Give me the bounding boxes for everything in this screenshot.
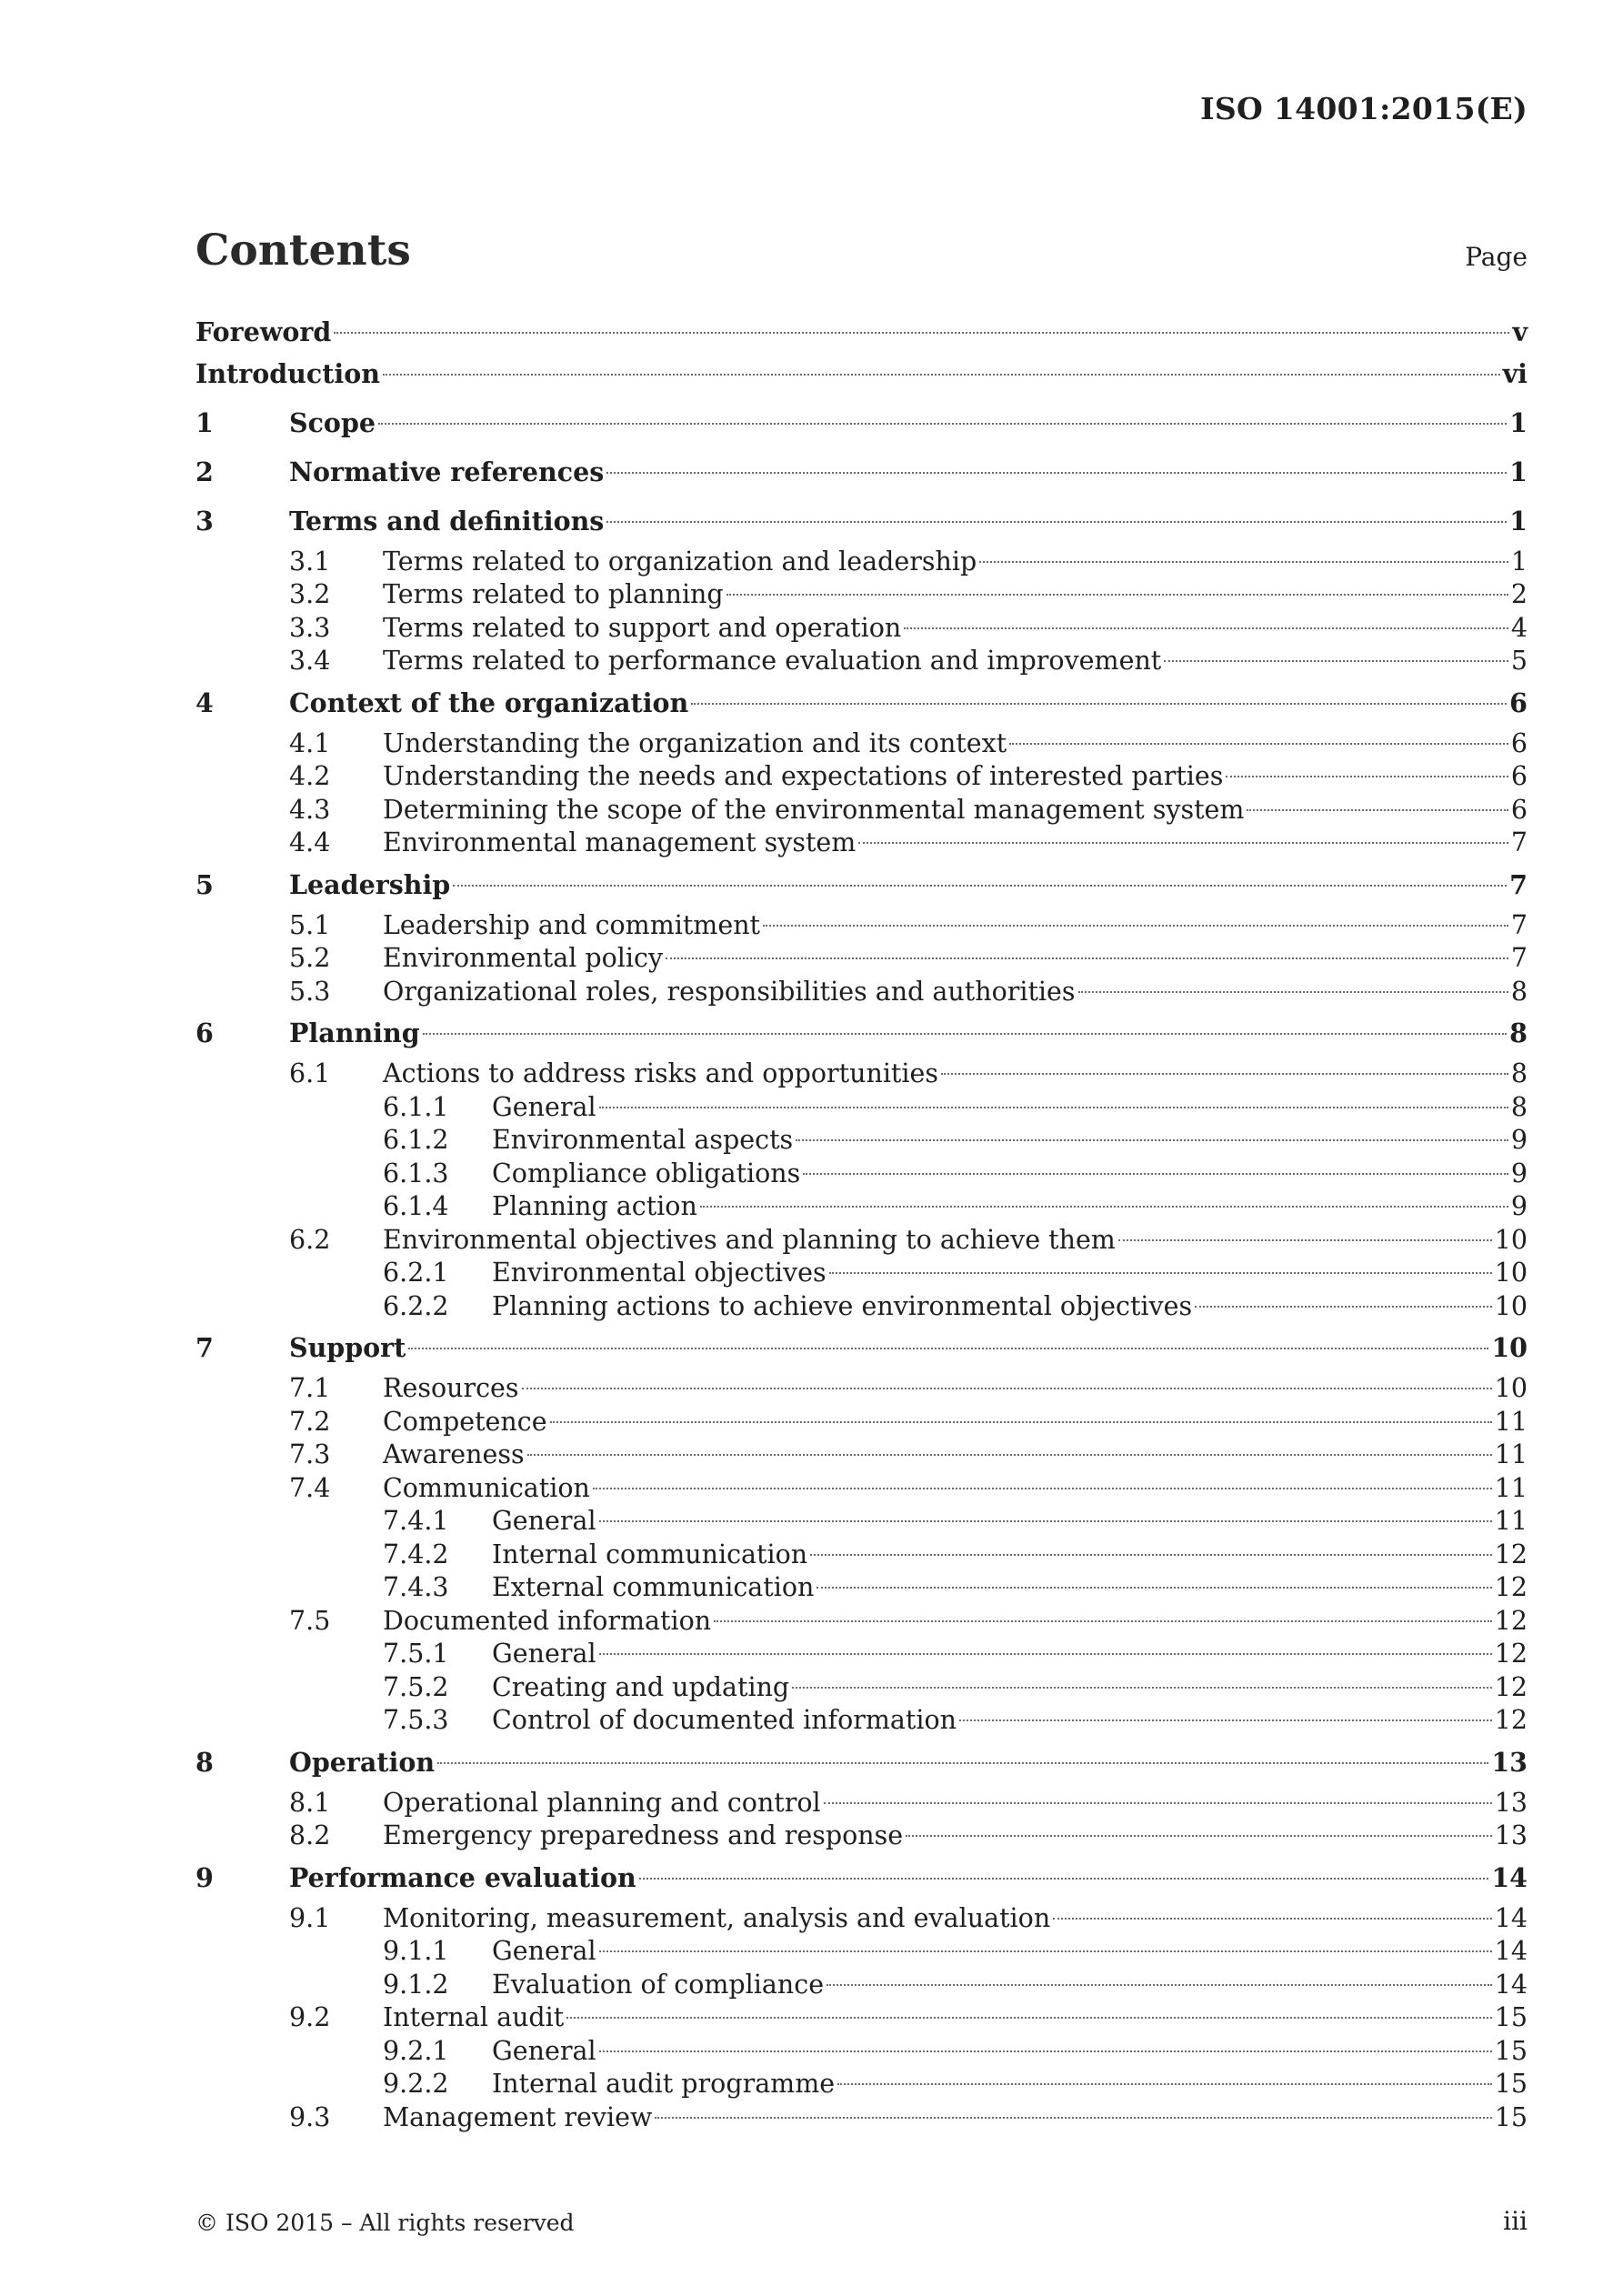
toc-entry-number: 5.2: [289, 943, 331, 973]
dot-leader: [810, 1554, 1492, 1556]
toc-entry-number: 9.1.2: [383, 1969, 449, 2000]
toc-entry-number: 1: [195, 406, 214, 438]
toc-entry-number: 5: [195, 868, 214, 900]
toc-entry[interactable]: [195, 1820, 1528, 1853]
toc-entry-page: 12: [1494, 1671, 1528, 1702]
toc-entry-page: 1: [1510, 546, 1528, 577]
toc-entry-page: 6: [1510, 727, 1528, 758]
toc-entry-title: Terms and definitions: [289, 505, 605, 536]
dot-leader: [1053, 1918, 1492, 1920]
toc-entry-page: 15: [1494, 2069, 1528, 2099]
dot-leader: [1078, 991, 1508, 993]
toc-entry-title: Awareness: [383, 1439, 525, 1469]
toc-entry[interactable]: [195, 1539, 1528, 1572]
toc-entry-number: 9: [195, 1861, 214, 1893]
dot-leader: [700, 1206, 1508, 1208]
toc-entry-page: 12: [1494, 1705, 1528, 1735]
toc-entry-title: Normative references: [289, 456, 605, 487]
dot-leader: [599, 1950, 1492, 1952]
dot-leader: [655, 2117, 1491, 2119]
toc-entry-title: Terms related to performance evaluation and improvement: [383, 646, 1162, 676]
dot-leader: [378, 423, 1507, 425]
toc-entry-page: vi: [1502, 357, 1528, 389]
contents-heading: Contents: [195, 226, 411, 276]
toc-entry-number: 7.4.2: [383, 1539, 449, 1569]
toc-entry-title: General: [492, 1091, 596, 1122]
toc-entry[interactable]: [195, 1439, 1528, 1472]
toc-entry-number: 4.4: [289, 827, 331, 857]
dot-leader: [599, 1653, 1492, 1655]
dot-leader: [1195, 1306, 1492, 1308]
toc-entry[interactable]: [195, 1091, 1528, 1125]
toc-entry-page: 12: [1494, 1572, 1528, 1602]
toc-entry[interactable]: [195, 727, 1528, 761]
toc-entry-number: 6.1.4: [383, 1191, 449, 1221]
toc-entry-title: Compliance obligations: [492, 1158, 801, 1188]
toc-entry-title: Performance evaluation: [289, 1861, 636, 1893]
toc-entry-number: 6.2.1: [383, 1258, 449, 1288]
toc-entry-title: Internal audit: [383, 2002, 565, 2032]
toc-entry-page: 5: [1510, 646, 1528, 676]
toc-entry-page: 8: [1510, 1091, 1528, 1122]
toc-entry-title: Planning: [289, 1018, 420, 1048]
toc-entry-title: Actions to address risks and opportunities: [383, 1058, 938, 1088]
dot-leader: [606, 472, 1507, 474]
toc-entry[interactable]: [195, 2001, 1528, 2035]
toc-entry-page: 11: [1494, 1506, 1528, 1536]
toc-entry[interactable]: [195, 349, 1528, 398]
toc-entry-page: 15: [1494, 2002, 1528, 2032]
toc-entry-number: 9.2.2: [383, 2069, 449, 2099]
toc-entry-title: Support: [289, 1332, 406, 1363]
toc-entry-title: Leadership: [289, 868, 451, 900]
toc-entry-number: 9.3: [289, 2101, 331, 2132]
toc-entry-number: 4: [195, 687, 214, 718]
toc-entry-number: 3.3: [289, 612, 331, 643]
toc-entry-page: 12: [1494, 1639, 1528, 1669]
toc-entry-page: 14: [1494, 1936, 1528, 1966]
toc-entry-title: External communication: [492, 1572, 815, 1602]
toc-entry-number: 7.4.3: [383, 1572, 449, 1602]
toc-entry-title: Environmental management system: [383, 827, 857, 857]
toc-entry-page: 10: [1491, 1332, 1528, 1363]
toc-entry-title: Determining the scope of the environmental management system: [383, 794, 1245, 825]
toc-entry-page: 13: [1494, 1787, 1528, 1818]
toc-entry-title: Foreword: [195, 316, 332, 347]
toc-entry[interactable]: [195, 316, 1528, 349]
dot-leader: [408, 1348, 1488, 1349]
toc-entry-title: Environmental policy: [383, 943, 664, 973]
toc-entry-number: 7.5.1: [383, 1639, 449, 1669]
toc-entry-page: 12: [1494, 1605, 1528, 1636]
toc-entry[interactable]: [195, 909, 1528, 943]
toc-entry[interactable]: [195, 496, 1528, 546]
toc-entry-number: 5.3: [289, 976, 331, 1007]
toc-entry-title: General: [492, 1506, 596, 1536]
toc-entry-page: 7: [1509, 868, 1528, 900]
toc-entry[interactable]: [195, 2068, 1528, 2101]
dot-leader: [726, 594, 1508, 596]
toc-entry-page: 2: [1510, 579, 1528, 609]
dot-leader: [959, 1719, 1492, 1721]
dot-leader: [714, 1620, 1492, 1622]
toc-entry-page: 15: [1494, 2035, 1528, 2066]
dot-leader: [334, 332, 1509, 334]
dot-leader: [803, 1173, 1508, 1175]
dot-leader: [437, 1762, 1488, 1764]
toc-entry[interactable]: [195, 1058, 1528, 1091]
toc-entry-page: 11: [1494, 1439, 1528, 1469]
dot-leader: [763, 925, 1508, 927]
toc-entry-title: Creating and updating: [492, 1671, 790, 1702]
toc-entry-title: Terms related to planning: [383, 579, 724, 609]
dot-leader: [599, 1107, 1508, 1108]
toc-entry-title: Internal audit programme: [492, 2069, 836, 2099]
toc-entry-title: Understanding the needs and expectations of interested parties: [383, 761, 1224, 791]
toc-entry-number: 5.1: [289, 909, 331, 940]
toc-entry-page: 9: [1510, 1125, 1528, 1155]
dot-leader: [1009, 743, 1508, 745]
table-of-contents: [195, 316, 1528, 2134]
toc-entry-title: General: [492, 2035, 596, 2066]
toc-entry-title: Leadership and commitment: [383, 909, 761, 940]
toc-entry-title: Introduction: [195, 357, 380, 389]
toc-entry-page: 1: [1509, 406, 1528, 438]
toc-entry-page: 6: [1509, 687, 1528, 718]
toc-entry-number: 3.4: [289, 646, 331, 676]
toc-entry-title: Organizational roles, responsibilities and authorities: [383, 976, 1076, 1007]
dot-leader: [527, 1454, 1492, 1456]
toc-entry-page: 10: [1494, 1373, 1528, 1403]
dot-leader: [639, 1878, 1489, 1880]
toc-entry-title: General: [492, 1639, 596, 1669]
toc-entry-page: 1: [1509, 505, 1528, 536]
toc-entry[interactable]: [195, 1406, 1528, 1439]
toc-entry-page: 7: [1510, 943, 1528, 973]
toc-entry[interactable]: [195, 1472, 1528, 1506]
toc-entry-title: Emergency preparedness and response: [383, 1820, 904, 1850]
toc-entry-title: Environmental aspects: [492, 1125, 794, 1155]
toc-entry[interactable]: [195, 1638, 1528, 1671]
toc-entry-number: 7.1: [289, 1373, 331, 1403]
toc-entry-number: 3.2: [289, 579, 331, 609]
dot-leader: [566, 2017, 1491, 2019]
dot-leader: [453, 885, 1507, 887]
toc-entry[interactable]: [195, 860, 1528, 909]
dot-leader: [941, 1073, 1508, 1075]
dot-leader: [858, 842, 1508, 844]
dot-leader: [599, 2050, 1492, 2052]
toc-entry-page: 7: [1510, 827, 1528, 857]
toc-entry-number: 9.1: [289, 1902, 331, 1933]
toc-entry[interactable]: [195, 2101, 1528, 2135]
toc-entry-page: 13: [1491, 1746, 1528, 1778]
toc-entry-title: General: [492, 1936, 596, 1966]
toc-entry-number: 6.1.3: [383, 1158, 449, 1188]
toc-entry[interactable]: [195, 1290, 1528, 1324]
toc-entry[interactable]: [195, 1738, 1528, 1787]
toc-entry[interactable]: [195, 1671, 1528, 1705]
toc-entry[interactable]: [195, 447, 1528, 496]
toc-entry[interactable]: [195, 1008, 1528, 1058]
toc-entry-title: Monitoring, measurement, analysis and evaluation: [383, 1902, 1051, 1933]
page-column-label: Page: [1465, 242, 1528, 272]
toc-entry-number: 8.2: [289, 1820, 331, 1850]
toc-entry-number: 3.1: [289, 546, 331, 577]
dot-leader: [837, 2083, 1492, 2085]
toc-entry-title: Control of documented information: [492, 1705, 957, 1735]
toc-entry-number: 6.1.1: [383, 1091, 449, 1122]
dot-leader: [691, 703, 1507, 705]
toc-entry[interactable]: [195, 546, 1528, 579]
toc-entry-number: 6.1: [289, 1058, 331, 1088]
toc-entry-page: 4: [1510, 612, 1528, 643]
toc-entry[interactable]: [195, 1158, 1528, 1191]
dot-leader: [904, 627, 1508, 629]
toc-entry-page: 11: [1494, 1406, 1528, 1437]
toc-entry[interactable]: [195, 827, 1528, 860]
toc-entry-title: Resources: [383, 1373, 519, 1403]
toc-entry-title: Management review: [383, 2101, 653, 2132]
toc-entry-number: 8.1: [289, 1787, 331, 1818]
dot-leader: [666, 958, 1508, 959]
toc-entry-title: Internal communication: [492, 1539, 808, 1569]
toc-entry[interactable]: [195, 612, 1528, 646]
dot-leader: [1118, 1239, 1492, 1241]
toc-entry-number: 6.1.2: [383, 1125, 449, 1155]
toc-entry-page: 14: [1494, 1902, 1528, 1933]
toc-entry-page: 13: [1494, 1820, 1528, 1850]
toc-entry-title: Evaluation of compliance: [492, 1969, 825, 2000]
toc-entry-number: 8: [195, 1746, 214, 1778]
toc-entry-page: 6: [1510, 794, 1528, 825]
toc-entry-number: 7.5.3: [383, 1705, 449, 1735]
toc-entry-number: 9.2.1: [383, 2035, 449, 2066]
toc-entry[interactable]: [195, 1969, 1528, 2002]
toc-entry[interactable]: [195, 976, 1528, 1009]
dot-leader: [522, 1388, 1492, 1389]
dot-leader: [1247, 809, 1508, 811]
toc-entry[interactable]: [195, 794, 1528, 827]
dot-leader: [550, 1421, 1492, 1423]
toc-entry[interactable]: [195, 1257, 1528, 1290]
copyright-notice: © ISO 2015 – All rights reserved: [195, 2210, 575, 2236]
toc-entry[interactable]: [195, 1505, 1528, 1539]
toc-entry[interactable]: [195, 1787, 1528, 1820]
toc-entry-number: 7.3: [289, 1439, 331, 1469]
toc-entry-title: Scope: [289, 406, 376, 438]
dot-leader: [829, 1272, 1492, 1274]
toc-entry[interactable]: [195, 678, 1528, 727]
toc-entry[interactable]: [195, 645, 1528, 678]
toc-entry[interactable]: [195, 1190, 1528, 1224]
toc-entry-page: 6: [1510, 761, 1528, 791]
toc-entry[interactable]: [195, 1224, 1528, 1258]
dot-leader: [906, 1835, 1492, 1837]
toc-entry-number: 7.4: [289, 1472, 331, 1503]
toc-entry-title: Communication: [383, 1472, 590, 1503]
toc-entry-number: 7.5.2: [383, 1671, 449, 1702]
toc-entry[interactable]: [195, 942, 1528, 976]
toc-entry-number: 7: [195, 1332, 214, 1363]
toc-entry-page: 8: [1510, 976, 1528, 1007]
toc-entry-number: 4.2: [289, 761, 331, 791]
toc-entry-page: 10: [1494, 1258, 1528, 1288]
toc-entry-page: 12: [1494, 1539, 1528, 1569]
toc-entry-title: Operational planning and control: [383, 1787, 821, 1818]
toc-entry-number: 6.2: [289, 1224, 331, 1255]
toc-entry[interactable]: [195, 1372, 1528, 1406]
toc-entry[interactable]: [195, 760, 1528, 794]
toc-entry[interactable]: [195, 1323, 1528, 1372]
toc-entry-number: 7.2: [289, 1406, 331, 1437]
toc-entry[interactable]: [195, 1935, 1528, 1969]
toc-entry[interactable]: [195, 578, 1528, 612]
toc-entry-title: Planning actions to achieve environmental objectives: [492, 1290, 1193, 1321]
toc-entry-title: Understanding the organization and its context: [383, 727, 1007, 758]
toc-entry[interactable]: [195, 398, 1528, 447]
toc-entry-title: Documented information: [383, 1605, 712, 1636]
toc-entry-title: Terms related to organization and leadership: [383, 546, 977, 577]
toc-entry-page: 1: [1509, 456, 1528, 487]
toc-entry-number: 9.2: [289, 2002, 331, 2032]
toc-entry[interactable]: [195, 1853, 1528, 1902]
toc-entry-number: 4.1: [289, 727, 331, 758]
page-number: iii: [1503, 2206, 1528, 2236]
toc-entry-title: Planning action: [492, 1191, 697, 1221]
dot-leader: [979, 561, 1508, 563]
toc-entry-page: 10: [1494, 1290, 1528, 1321]
dot-leader: [593, 1488, 1492, 1489]
dot-leader: [792, 1687, 1492, 1689]
toc-entry[interactable]: [195, 1605, 1528, 1639]
dot-leader: [1164, 660, 1508, 662]
toc-entry-number: 9.1.1: [383, 1936, 449, 1966]
toc-entry-title: Competence: [383, 1406, 547, 1437]
dot-leader: [606, 521, 1507, 523]
toc-entry-page: 11: [1494, 1472, 1528, 1503]
toc-entry[interactable]: [195, 2035, 1528, 2069]
toc-entry-page: 8: [1509, 1018, 1528, 1048]
document-id: ISO 14001:2015(E): [1200, 91, 1528, 126]
toc-entry-number: 6.2.2: [383, 1290, 449, 1321]
toc-entry-number: 6: [195, 1018, 214, 1048]
toc-entry-title: Environmental objectives: [492, 1258, 827, 1288]
toc-entry-title: Terms related to support and operation: [383, 612, 902, 643]
toc-entry-page: 10: [1494, 1224, 1528, 1255]
toc-entry-page: v: [1512, 316, 1528, 347]
toc-entry-page: 7: [1510, 909, 1528, 940]
toc-entry-title: Operation: [289, 1746, 436, 1778]
toc-entry-number: 7.4.1: [383, 1506, 449, 1536]
dot-leader: [796, 1139, 1508, 1141]
toc-entry-page: 9: [1510, 1158, 1528, 1188]
toc-entry[interactable]: [195, 1571, 1528, 1605]
toc-entry-number: 7.5: [289, 1605, 331, 1636]
toc-entry-page: 9: [1510, 1191, 1528, 1221]
toc-entry-page: 14: [1494, 1969, 1528, 2000]
dot-leader: [599, 1520, 1492, 1522]
toc-entry[interactable]: [195, 1902, 1528, 1936]
dot-leader: [383, 374, 1500, 376]
toc-entry-title: Environmental objectives and planning to achieve them: [383, 1224, 1116, 1255]
toc-entry-title: Context of the organization: [289, 687, 689, 718]
toc-entry-page: 14: [1491, 1861, 1528, 1893]
dot-leader: [423, 1033, 1508, 1035]
toc-entry-number: 4.3: [289, 794, 331, 825]
toc-entry[interactable]: [195, 1124, 1528, 1158]
toc-entry-number: 2: [195, 456, 214, 487]
toc-entry-page: 15: [1494, 2101, 1528, 2132]
toc-entry-number: 3: [195, 505, 214, 536]
dot-leader: [824, 1802, 1492, 1804]
toc-entry[interactable]: [195, 1704, 1528, 1738]
dot-leader: [1226, 776, 1508, 777]
dot-leader: [817, 1587, 1491, 1589]
toc-entry-page: 8: [1510, 1058, 1528, 1088]
dot-leader: [827, 1984, 1492, 1986]
